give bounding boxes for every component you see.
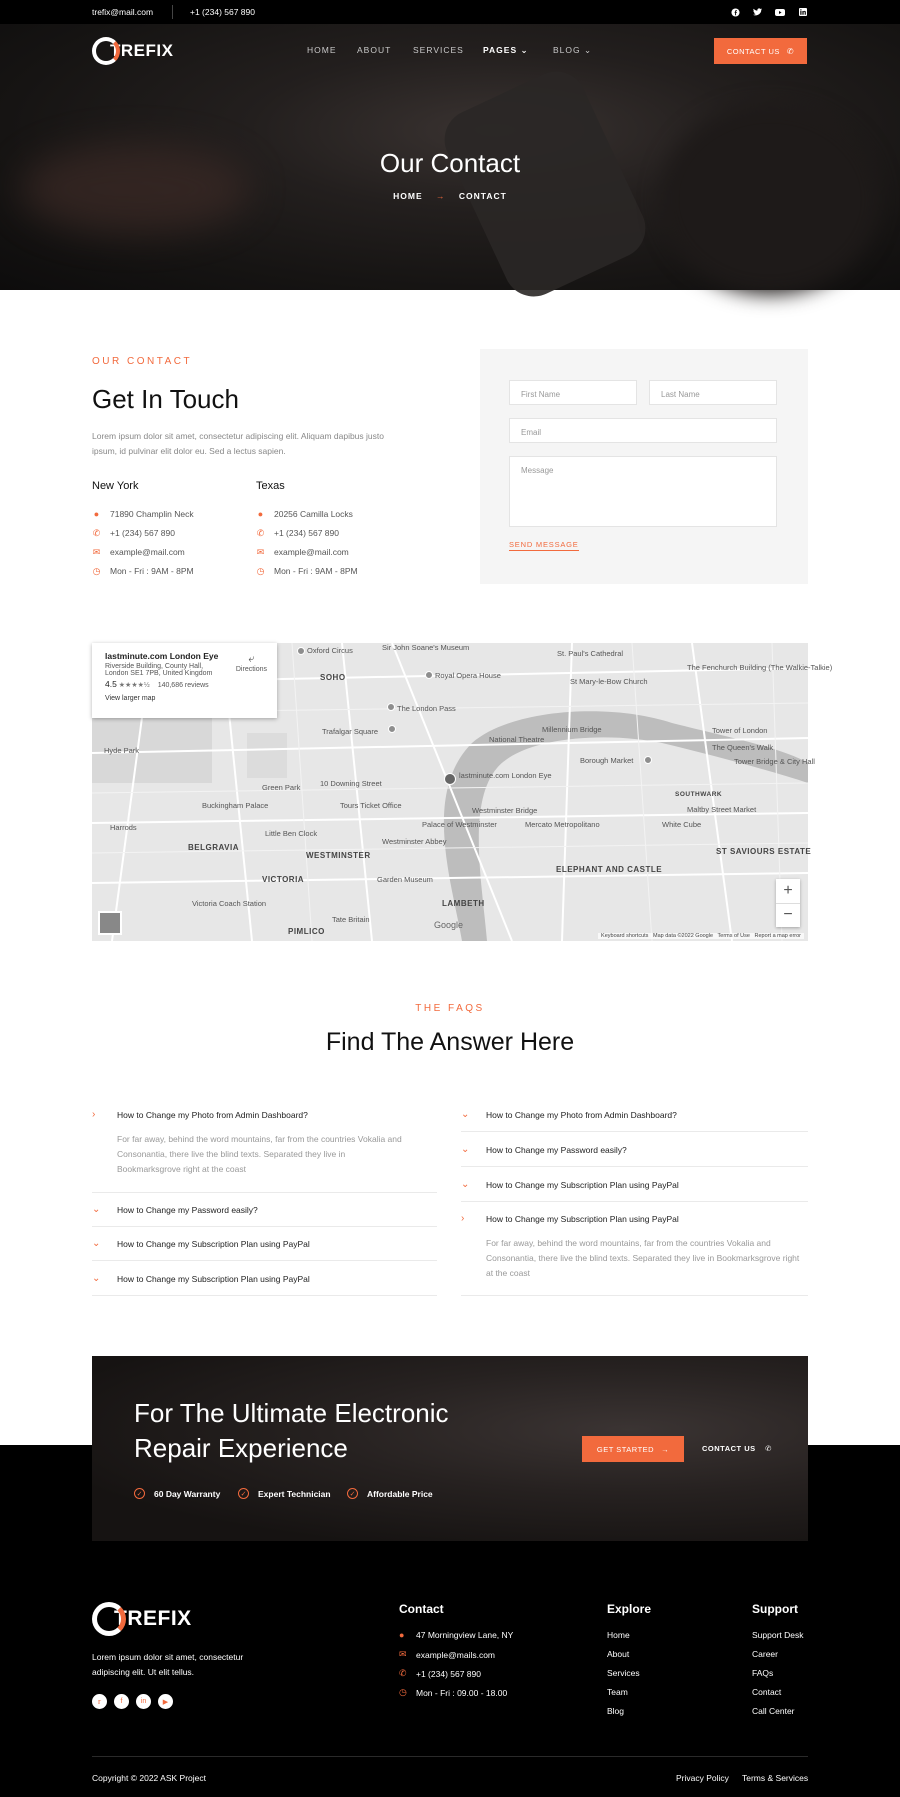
- map-attribution: [598, 933, 804, 939]
- location-email: [92, 547, 185, 557]
- footer-link-contact[interactable]: Contact: [752, 1687, 782, 1697]
- faq-divider: [461, 1166, 808, 1167]
- map-label: Westminster Bridge: [472, 806, 538, 815]
- breadcrumb: [0, 191, 900, 201]
- footer-phone: [399, 1668, 481, 1679]
- faq-question-text: How to Change my Password easily?: [117, 1204, 258, 1215]
- chevron-down-icon: ⌄: [92, 1273, 101, 1284]
- view-larger-map-link[interactable]: View larger map: [105, 695, 156, 702]
- top-bar: [0, 0, 900, 24]
- linkedin-icon[interactable]: [798, 7, 808, 17]
- map-label: Trafalgar Square: [322, 727, 379, 736]
- map-label: Royal Opera House: [435, 671, 501, 680]
- clock-icon: ◷: [399, 1687, 407, 1697]
- footer-hours-text: Mon - Fri : 09.00 - 18.00: [416, 1687, 508, 1698]
- arrow-right-icon: →: [436, 191, 446, 201]
- hero-bg-phone: [435, 62, 655, 307]
- nav-blog[interactable]: [553, 45, 592, 56]
- breadcrumb-home[interactable]: HOME: [393, 191, 423, 201]
- map-label: Tate Britain: [332, 915, 370, 924]
- contact-description: Lorem ipsum dolor sit amet, consectetur adipiscing elit. Aliquam dapibus justo ipsum, id pulvinar elit dolor eu. Sed a lectus sapien.: [92, 431, 384, 456]
- faq-question-text: How to Change my Photo from Admin Dashboard?: [117, 1109, 308, 1120]
- map-label: The Fenchurch Building (The Walkie-Talkie): [687, 663, 833, 672]
- map-label: Sir John Soane's Museum: [382, 643, 470, 652]
- footer-contact-title: Contact: [399, 1602, 444, 1616]
- get-started-label: GET STARTED: [596, 1444, 655, 1454]
- map-label: Palace of Westminster: [422, 820, 497, 829]
- faq-divider: [461, 1201, 808, 1202]
- footer-divider: [92, 1756, 808, 1757]
- map-pin-icon: ●: [93, 509, 100, 519]
- location-address: [256, 509, 353, 519]
- map-pin-icon: ●: [257, 509, 264, 519]
- faq-question-text: How to Change my Subscription Plan using PayPal: [117, 1238, 310, 1249]
- map-label: Little Ben Clock: [265, 829, 318, 838]
- map-place-card: [92, 643, 277, 718]
- directions-button[interactable]: [236, 653, 267, 673]
- map-area-label: WESTMINSTER: [306, 851, 371, 860]
- map-label: Oxford Circus: [307, 646, 353, 655]
- location-phone: [256, 528, 339, 538]
- address-text: 71890 Champlin Neck: [110, 509, 194, 519]
- logo-text: TREFIX: [110, 41, 174, 60]
- faq-answer: For far away, behind the word mountains, far from the countries Vokalia and Consonantia, there live the blind texts. Separated they live in Bookmarksgrove right at the coast: [117, 1134, 402, 1174]
- location-phone: [92, 528, 175, 538]
- map-label: Green Park: [262, 783, 301, 792]
- topbar-phone[interactable]: +1 (234) 567 890: [190, 7, 255, 17]
- map-pin-icon[interactable]: [425, 671, 433, 679]
- chevron-down-icon: ⌄: [520, 45, 529, 55]
- map-label: Maltby Street Market: [687, 805, 757, 814]
- map-pin-icon[interactable]: [644, 756, 652, 764]
- youtube-icon[interactable]: ▶: [158, 1694, 173, 1709]
- faq-question[interactable]: [461, 1213, 679, 1224]
- email-text[interactable]: example@mail.com: [274, 547, 349, 557]
- chevron-right-icon: ›: [461, 1213, 465, 1224]
- faq-question[interactable]: [461, 1179, 679, 1190]
- zoom-out-button[interactable]: −: [776, 903, 800, 927]
- nav-services[interactable]: SERVICES: [413, 45, 464, 55]
- hero-banner: [0, 24, 900, 290]
- faq-question[interactable]: [461, 1109, 677, 1120]
- envelope-icon: ✉: [256, 546, 265, 557]
- faq-question-text: How to Change my Subscription Plan using PayPal: [486, 1179, 679, 1190]
- footer-link-services[interactable]: Services: [607, 1668, 640, 1678]
- zoom-in-button[interactable]: +: [783, 882, 793, 899]
- envelope-icon: ✉: [399, 1649, 407, 1659]
- faq-question-text: How to Change my Photo from Admin Dashboard?: [486, 1109, 677, 1120]
- google-logo: Google: [434, 920, 464, 930]
- map-pin-icon[interactable]: [388, 725, 396, 733]
- phone-icon: ✆: [786, 46, 795, 56]
- cta-feature: [134, 1488, 220, 1499]
- cta-feature: [238, 1488, 331, 1499]
- faq-question[interactable]: [92, 1204, 258, 1215]
- map-label: Tower Bridge & City Hall: [734, 757, 815, 766]
- faq-question[interactable]: [92, 1109, 308, 1120]
- map-label: Millennium Bridge: [542, 725, 602, 734]
- address-text: 20256 Camilla Locks: [274, 509, 353, 519]
- twitter-icon[interactable]: [752, 7, 762, 17]
- contact-kicker: OUR CONTACT: [92, 356, 193, 367]
- footer-link-career[interactable]: Career: [752, 1649, 778, 1659]
- terms-link[interactable]: Terms of Use: [717, 933, 750, 939]
- place-rating: 4.5: [105, 679, 117, 689]
- faq-kicker: THE FAQS: [415, 1003, 485, 1014]
- footer-link-about[interactable]: About: [607, 1649, 630, 1659]
- map-label: Harrods: [110, 823, 137, 832]
- place-name: lastminute.com London Eye: [105, 651, 219, 661]
- location-title-texas: Texas: [256, 480, 285, 492]
- footer-link-faqs[interactable]: FAQs: [752, 1668, 774, 1678]
- map-data-text: Map data ©2022 Google: [653, 933, 714, 939]
- footer-support-title: Support: [752, 1602, 798, 1616]
- logo-ring-icon: [92, 1602, 126, 1636]
- map-label: Hyde Park: [104, 746, 140, 755]
- place-reviews[interactable]: 140,686 reviews: [157, 682, 209, 689]
- phone-text[interactable]: +1 (234) 567 890: [274, 528, 339, 538]
- phone-icon: ✆: [399, 1668, 407, 1678]
- footer-description: Lorem ipsum dolor sit amet, consectetur adipiscing elit. Ut elit tellus.: [92, 1652, 244, 1677]
- phone-icon: ✆: [256, 527, 265, 538]
- chevron-down-icon: ⌄: [92, 1204, 101, 1215]
- map-label: Buckingham Palace: [202, 801, 269, 810]
- faq-question[interactable]: [461, 1144, 627, 1155]
- arrow-right-icon: →: [661, 1444, 670, 1454]
- logo-ring-icon: [92, 37, 120, 65]
- youtube-icon[interactable]: [775, 7, 785, 17]
- map-label: Victoria Coach Station: [192, 899, 267, 908]
- map-area-label: BELGRAVIA: [188, 843, 240, 852]
- map-area-label: PIMLICO: [288, 927, 325, 936]
- map-pin-icon[interactable]: [297, 647, 305, 655]
- location-hours: [92, 566, 194, 576]
- twitter-icon[interactable]: 𝕣: [92, 1694, 107, 1709]
- footer-hours: [399, 1687, 507, 1698]
- cta-feature: [347, 1488, 433, 1499]
- chevron-right-icon: ›: [92, 1109, 96, 1120]
- nav-pages-label: PAGES: [483, 45, 518, 55]
- location-hours: [256, 566, 358, 576]
- facebook-icon[interactable]: [730, 7, 740, 17]
- topbar-email[interactable]: trefix@mail.com: [92, 7, 154, 17]
- map-area-label: LAMBETH: [442, 899, 485, 908]
- map-zoom-control: [776, 879, 800, 927]
- faq-divider: [92, 1192, 437, 1193]
- email-field[interactable]: Email: [509, 418, 777, 443]
- map-label: lastminute.com London Eye: [459, 771, 552, 780]
- envelope-icon: ✉: [92, 546, 101, 557]
- map-label: Tower of London: [712, 726, 768, 735]
- check-circle-icon: ✓: [238, 1488, 249, 1499]
- map-label: 10 Downing Street: [320, 779, 382, 788]
- footer-logo[interactable]: [92, 1602, 192, 1636]
- site-logo[interactable]: [92, 37, 173, 65]
- nav-about[interactable]: ABOUT: [357, 45, 392, 55]
- footer-email-text[interactable]: example@mails.com: [416, 1649, 496, 1660]
- map-area-label: VICTORIA: [262, 875, 305, 884]
- directions-icon: ⤶: [248, 653, 255, 665]
- faq-question[interactable]: [92, 1273, 310, 1284]
- faq-title: Find The Answer Here: [325, 1028, 575, 1056]
- map-area-label: ELEPHANT AND CASTLE: [556, 865, 663, 874]
- keyboard-shortcuts-link[interactable]: Keyboard shortcuts: [601, 933, 649, 939]
- map-label: White Cube: [662, 820, 702, 829]
- phone-text[interactable]: +1 (234) 567 890: [110, 528, 175, 538]
- rating-stars-icon: ★★★★½: [118, 682, 150, 689]
- map-label: The London Pass: [397, 704, 456, 713]
- location-title-newyork: New York: [92, 480, 139, 492]
- cta-banner: [92, 1356, 808, 1541]
- map-area-label: SOUTHWARK: [675, 791, 723, 798]
- map-area-label: SOHO: [320, 673, 346, 682]
- place-rating-row: [105, 679, 264, 689]
- faq-question-text: How to Change my Password easily?: [486, 1144, 627, 1155]
- get-started-button[interactable]: [582, 1436, 684, 1462]
- cta-contact-label: CONTACT US: [702, 1444, 756, 1453]
- map-pin-icon[interactable]: [387, 703, 395, 711]
- check-circle-icon: ✓: [347, 1488, 358, 1499]
- place-address-line1: Riverside Building, County Hall,: [105, 663, 204, 670]
- contact-title: Get In Touch: [92, 384, 239, 414]
- map-label: Westminster Abbey: [382, 837, 447, 846]
- nav-blog-label: BLOG: [553, 45, 581, 55]
- linkedin-icon[interactable]: in: [136, 1694, 151, 1709]
- map-label: St Mary-le-Bow Church: [570, 677, 648, 686]
- feature-text: Expert Technician: [258, 1488, 331, 1499]
- message-field[interactable]: Message: [509, 456, 777, 527]
- faq-divider: [92, 1295, 437, 1296]
- map-label: Garden Museum: [377, 875, 433, 884]
- send-message-button[interactable]: SEND MESSAGE: [509, 540, 579, 549]
- phone-icon: ✆: [92, 527, 101, 538]
- email-text[interactable]: example@mail.com: [110, 547, 185, 557]
- cta-contact-link[interactable]: [702, 1444, 772, 1453]
- footer-link-blog[interactable]: Blog: [607, 1706, 625, 1716]
- footer-link-team[interactable]: Team: [607, 1687, 628, 1697]
- footer-address-text: 47 Morningview Lane, NY: [416, 1630, 514, 1640]
- nav-home[interactable]: HOME: [307, 45, 337, 55]
- map-label: Mercato Metropolitano: [525, 820, 600, 829]
- footer-explore-title: Explore: [607, 1602, 652, 1616]
- hours-text: Mon - Fri : 9AM - 8PM: [274, 566, 358, 576]
- footer-link-home[interactable]: Home: [607, 1630, 630, 1640]
- map-area-label: ST SAVIOURS ESTATE: [716, 847, 812, 856]
- hours-text: Mon - Fri : 9AM - 8PM: [110, 566, 194, 576]
- footer-address: [399, 1630, 513, 1640]
- nav-pages[interactable]: [483, 45, 529, 56]
- faq-question[interactable]: [92, 1238, 310, 1249]
- map-label: National Theatre: [489, 735, 545, 744]
- privacy-policy-link[interactable]: Privacy Policy: [676, 1773, 729, 1783]
- clock-icon: ◷: [256, 565, 265, 576]
- footer-link-support-desk[interactable]: Support Desk: [752, 1630, 804, 1640]
- report-error-link[interactable]: Report a map error: [754, 933, 801, 939]
- map-satellite-toggle[interactable]: [98, 911, 122, 935]
- header-contact-button[interactable]: [714, 38, 807, 64]
- footer-link-call-center[interactable]: Call Center: [752, 1706, 795, 1716]
- map-label: St. Paul's Cathedral: [557, 649, 624, 658]
- phone-icon: ✆: [765, 1444, 772, 1453]
- chevron-down-icon: ⌄: [461, 1179, 470, 1190]
- feature-text: Affordable Price: [367, 1488, 433, 1499]
- footer-email: [399, 1649, 495, 1660]
- faq-divider: [461, 1295, 808, 1296]
- faq-divider: [461, 1131, 808, 1132]
- faq-divider: [92, 1260, 437, 1261]
- cta-title: For The Ultimate Electronic Repair Experience: [134, 1398, 449, 1463]
- topbar-divider: [172, 5, 173, 19]
- facebook-icon[interactable]: f: [114, 1694, 129, 1709]
- faq-question-text: How to Change my Subscription Plan using PayPal: [117, 1273, 310, 1284]
- page-title: Our Contact: [379, 148, 521, 178]
- location-email: [256, 547, 349, 557]
- feature-text: 60 Day Warranty: [154, 1488, 221, 1499]
- faq-question-text: How to Change my Subscription Plan using PayPal: [486, 1213, 679, 1224]
- map-pin-icon: ●: [399, 1630, 405, 1640]
- clock-icon: ◷: [92, 565, 101, 576]
- terms-link[interactable]: Terms & Services: [742, 1773, 809, 1783]
- chevron-down-icon: ⌄: [461, 1109, 470, 1120]
- header-contact-label: CONTACT US: [726, 46, 780, 56]
- breadcrumb-current: CONTACT: [458, 191, 507, 201]
- footer-phone-text[interactable]: +1 (234) 567 890: [416, 1668, 481, 1679]
- google-map[interactable]: [92, 643, 833, 941]
- faq-answer: For far away, behind the word mountains, far from the countries Vokalia and Consonantia, there live the blind texts. Separated they live in Bookmarksgrove right at the coast: [486, 1238, 800, 1278]
- location-address: [92, 509, 194, 519]
- map-marker-icon[interactable]: [444, 773, 456, 785]
- chevron-down-icon: ⌄: [461, 1144, 470, 1155]
- copyright: Copyright © 2022 ASK Project: [92, 1773, 206, 1783]
- map-label: The Queen's Walk: [712, 743, 774, 752]
- map-label: Borough Market: [580, 756, 634, 765]
- check-circle-icon: ✓: [134, 1488, 145, 1499]
- place-address-line2: London SE1 7PB, United Kingdom: [105, 670, 213, 677]
- first-name-field[interactable]: First Name: [509, 380, 637, 405]
- faq-divider: [92, 1226, 437, 1227]
- chevron-down-icon: ⌄: [92, 1238, 101, 1249]
- logo-text: TREFIX: [114, 1607, 192, 1630]
- map-label: Tours Ticket Office: [340, 801, 402, 810]
- directions-label: Directions: [235, 666, 267, 673]
- chevron-down-icon: ⌄: [584, 45, 593, 55]
- last-name-field[interactable]: Last Name: [649, 380, 777, 405]
